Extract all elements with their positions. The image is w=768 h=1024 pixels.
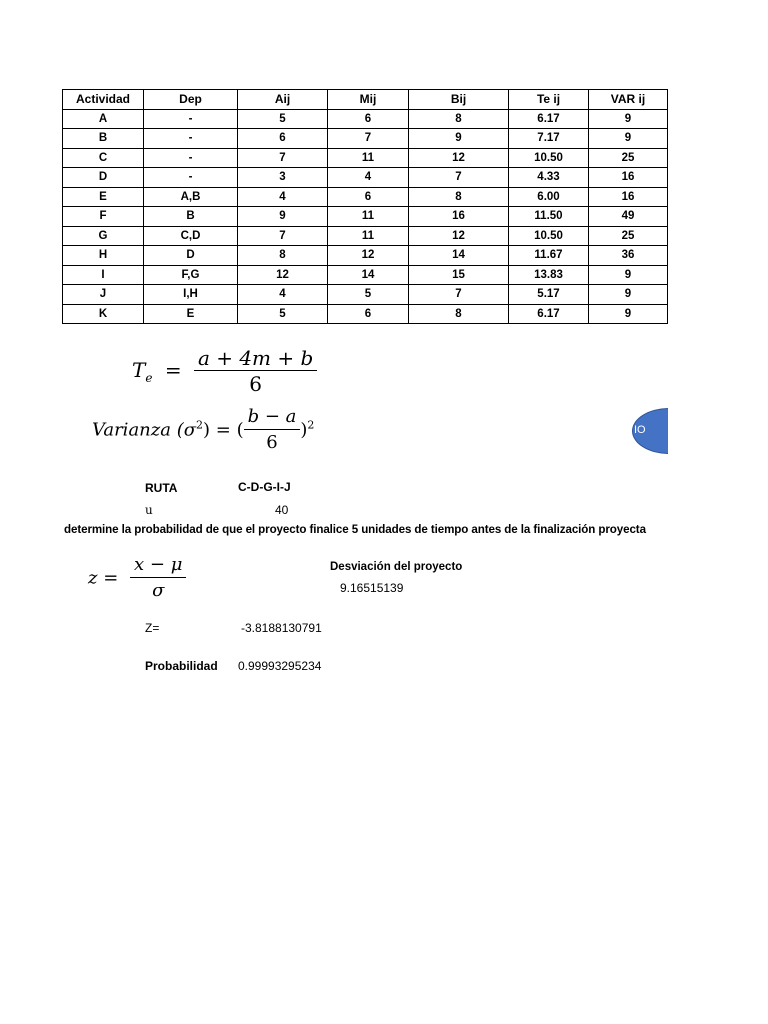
z-denominator: σ: [152, 580, 165, 601]
desviacion-label: Desviación del proyecto: [330, 561, 463, 573]
table-cell: 8: [409, 304, 509, 324]
column-header: Te ij: [509, 90, 589, 110]
table-cell: 12: [409, 148, 509, 168]
column-header: Actividad: [63, 90, 144, 110]
table-cell: B: [144, 207, 238, 227]
ruta-value: C-D-G-I-J: [238, 480, 291, 494]
table-cell: 11: [328, 207, 409, 227]
z-value: -3.8188130791: [241, 621, 322, 635]
shape-clip-area: [0, 380, 668, 480]
table-row: [63, 129, 668, 149]
variance-lhs: Varianza (σ: [92, 419, 197, 441]
te-lhs: T: [132, 358, 146, 382]
table-cell: 11: [328, 148, 409, 168]
variance-denominator: 6: [266, 432, 278, 453]
z-lhs: z =: [88, 567, 119, 589]
table-cell: 25: [589, 148, 668, 168]
table-cell: 4: [238, 285, 328, 305]
probabilidad-label: Probabilidad: [145, 659, 218, 673]
variance-numerator: b − a: [244, 405, 301, 430]
table-cell: 6: [328, 304, 409, 324]
table-body: [63, 109, 668, 324]
z-label: Z=: [145, 621, 160, 635]
table-cell: 9: [409, 129, 509, 149]
z-numerator: x − μ: [130, 553, 186, 578]
table-cell: 9: [238, 207, 328, 227]
table-cell: 16: [589, 187, 668, 207]
table-cell: G: [63, 226, 144, 246]
table-row: [63, 109, 668, 129]
column-header: Mij: [328, 90, 409, 110]
te-numerator: a + 4m + b: [194, 346, 317, 371]
table-header: [63, 90, 668, 110]
table-cell: K: [63, 304, 144, 324]
table-row: [63, 246, 668, 266]
table-cell: 14: [409, 246, 509, 266]
table-cell: 16: [409, 207, 509, 227]
table-cell: 6: [328, 187, 409, 207]
table-cell: 7: [409, 285, 509, 305]
table-cell: 12: [409, 226, 509, 246]
table-cell: 6.17: [509, 304, 589, 324]
table-cell: 9: [589, 265, 668, 285]
table-cell: 10.50: [509, 148, 589, 168]
column-header: Dep: [144, 90, 238, 110]
table-cell: B: [63, 129, 144, 149]
te-denominator: 6: [249, 372, 262, 396]
te-subscript: e: [145, 371, 153, 385]
table-cell: 25: [589, 226, 668, 246]
table-cell: 12: [238, 265, 328, 285]
table-cell: 10.50: [509, 226, 589, 246]
probabilidad-value: 0.99993295234: [238, 659, 322, 673]
table-cell: I,H: [144, 285, 238, 305]
table-cell: 8: [409, 187, 509, 207]
ruta-label: RUTA: [145, 481, 178, 495]
table-cell: 16: [589, 168, 668, 188]
shape-label: IO: [634, 424, 646, 436]
table-cell: 11.50: [509, 207, 589, 227]
table-cell: 5: [238, 304, 328, 324]
table-cell: E: [144, 304, 238, 324]
mu-value: 40: [275, 503, 289, 517]
table-cell: 5: [238, 109, 328, 129]
table-row: [63, 148, 668, 168]
table-cell: 6: [238, 129, 328, 149]
table-row: [63, 226, 668, 246]
column-header: VAR ij: [589, 90, 668, 110]
table-cell: I: [63, 265, 144, 285]
table-cell: 5: [328, 285, 409, 305]
table-cell: F,G: [144, 265, 238, 285]
table-row: [63, 207, 668, 227]
mu-label: u: [145, 503, 153, 517]
table-cell: 5.17: [509, 285, 589, 305]
table-cell: 9: [589, 304, 668, 324]
table-cell: 4.33: [509, 168, 589, 188]
table-cell: 15: [409, 265, 509, 285]
table-cell: D: [63, 168, 144, 188]
table-cell: 11: [328, 226, 409, 246]
table-cell: C,D: [144, 226, 238, 246]
z-fraction: [130, 553, 186, 604]
table-cell: 7: [409, 168, 509, 188]
table-cell: -: [144, 129, 238, 149]
table-row: [63, 187, 668, 207]
desviacion-value: 9.16515139: [340, 581, 404, 595]
table-cell: 6.00: [509, 187, 589, 207]
table-cell: 11.67: [509, 246, 589, 266]
table-cell: 13.83: [509, 265, 589, 285]
table-cell: 8: [409, 109, 509, 129]
table-cell: J: [63, 285, 144, 305]
table-cell: C: [63, 148, 144, 168]
table-row: [63, 265, 668, 285]
table-row: [63, 168, 668, 188]
table-cell: D: [144, 246, 238, 266]
table-cell: 4: [238, 187, 328, 207]
table-cell: 49: [589, 207, 668, 227]
table-cell: 36: [589, 246, 668, 266]
variance-sup: 2: [196, 418, 204, 432]
table-cell: 6: [328, 109, 409, 129]
table-cell: 7: [238, 148, 328, 168]
column-header: Aij: [238, 90, 328, 110]
table-cell: 7.17: [509, 129, 589, 149]
table-cell: A,B: [144, 187, 238, 207]
pert-activity-table: [62, 89, 668, 324]
table-cell: -: [144, 109, 238, 129]
table-cell: H: [63, 246, 144, 266]
table-cell: 4: [328, 168, 409, 188]
table-cell: 14: [328, 265, 409, 285]
variance-close: ): [300, 419, 308, 441]
z-formula: [88, 553, 186, 604]
table-cell: E: [63, 187, 144, 207]
table-cell: F: [63, 207, 144, 227]
table-cell: 9: [589, 129, 668, 149]
table-row: [63, 285, 668, 305]
te-equals: =: [164, 358, 182, 382]
table-cell: 12: [328, 246, 409, 266]
table-cell: -: [144, 148, 238, 168]
table-cell: A: [63, 109, 144, 129]
variance-power: 2: [307, 418, 315, 432]
table-cell: 7: [328, 129, 409, 149]
column-header: Bij: [409, 90, 509, 110]
table-cell: 3: [238, 168, 328, 188]
table-cell: -: [144, 168, 238, 188]
table-cell: 6.17: [509, 109, 589, 129]
table-cell: 9: [589, 285, 668, 305]
table-cell: 8: [238, 246, 328, 266]
question-text: determine la probabilidad de que el proyecto finalice 5 unidades de tiempo antes de la finalización proyecta: [64, 523, 646, 536]
variance-rhs: ) = (: [203, 419, 244, 441]
table-cell: 7: [238, 226, 328, 246]
table-row: [63, 304, 668, 324]
table-cell: 9: [589, 109, 668, 129]
